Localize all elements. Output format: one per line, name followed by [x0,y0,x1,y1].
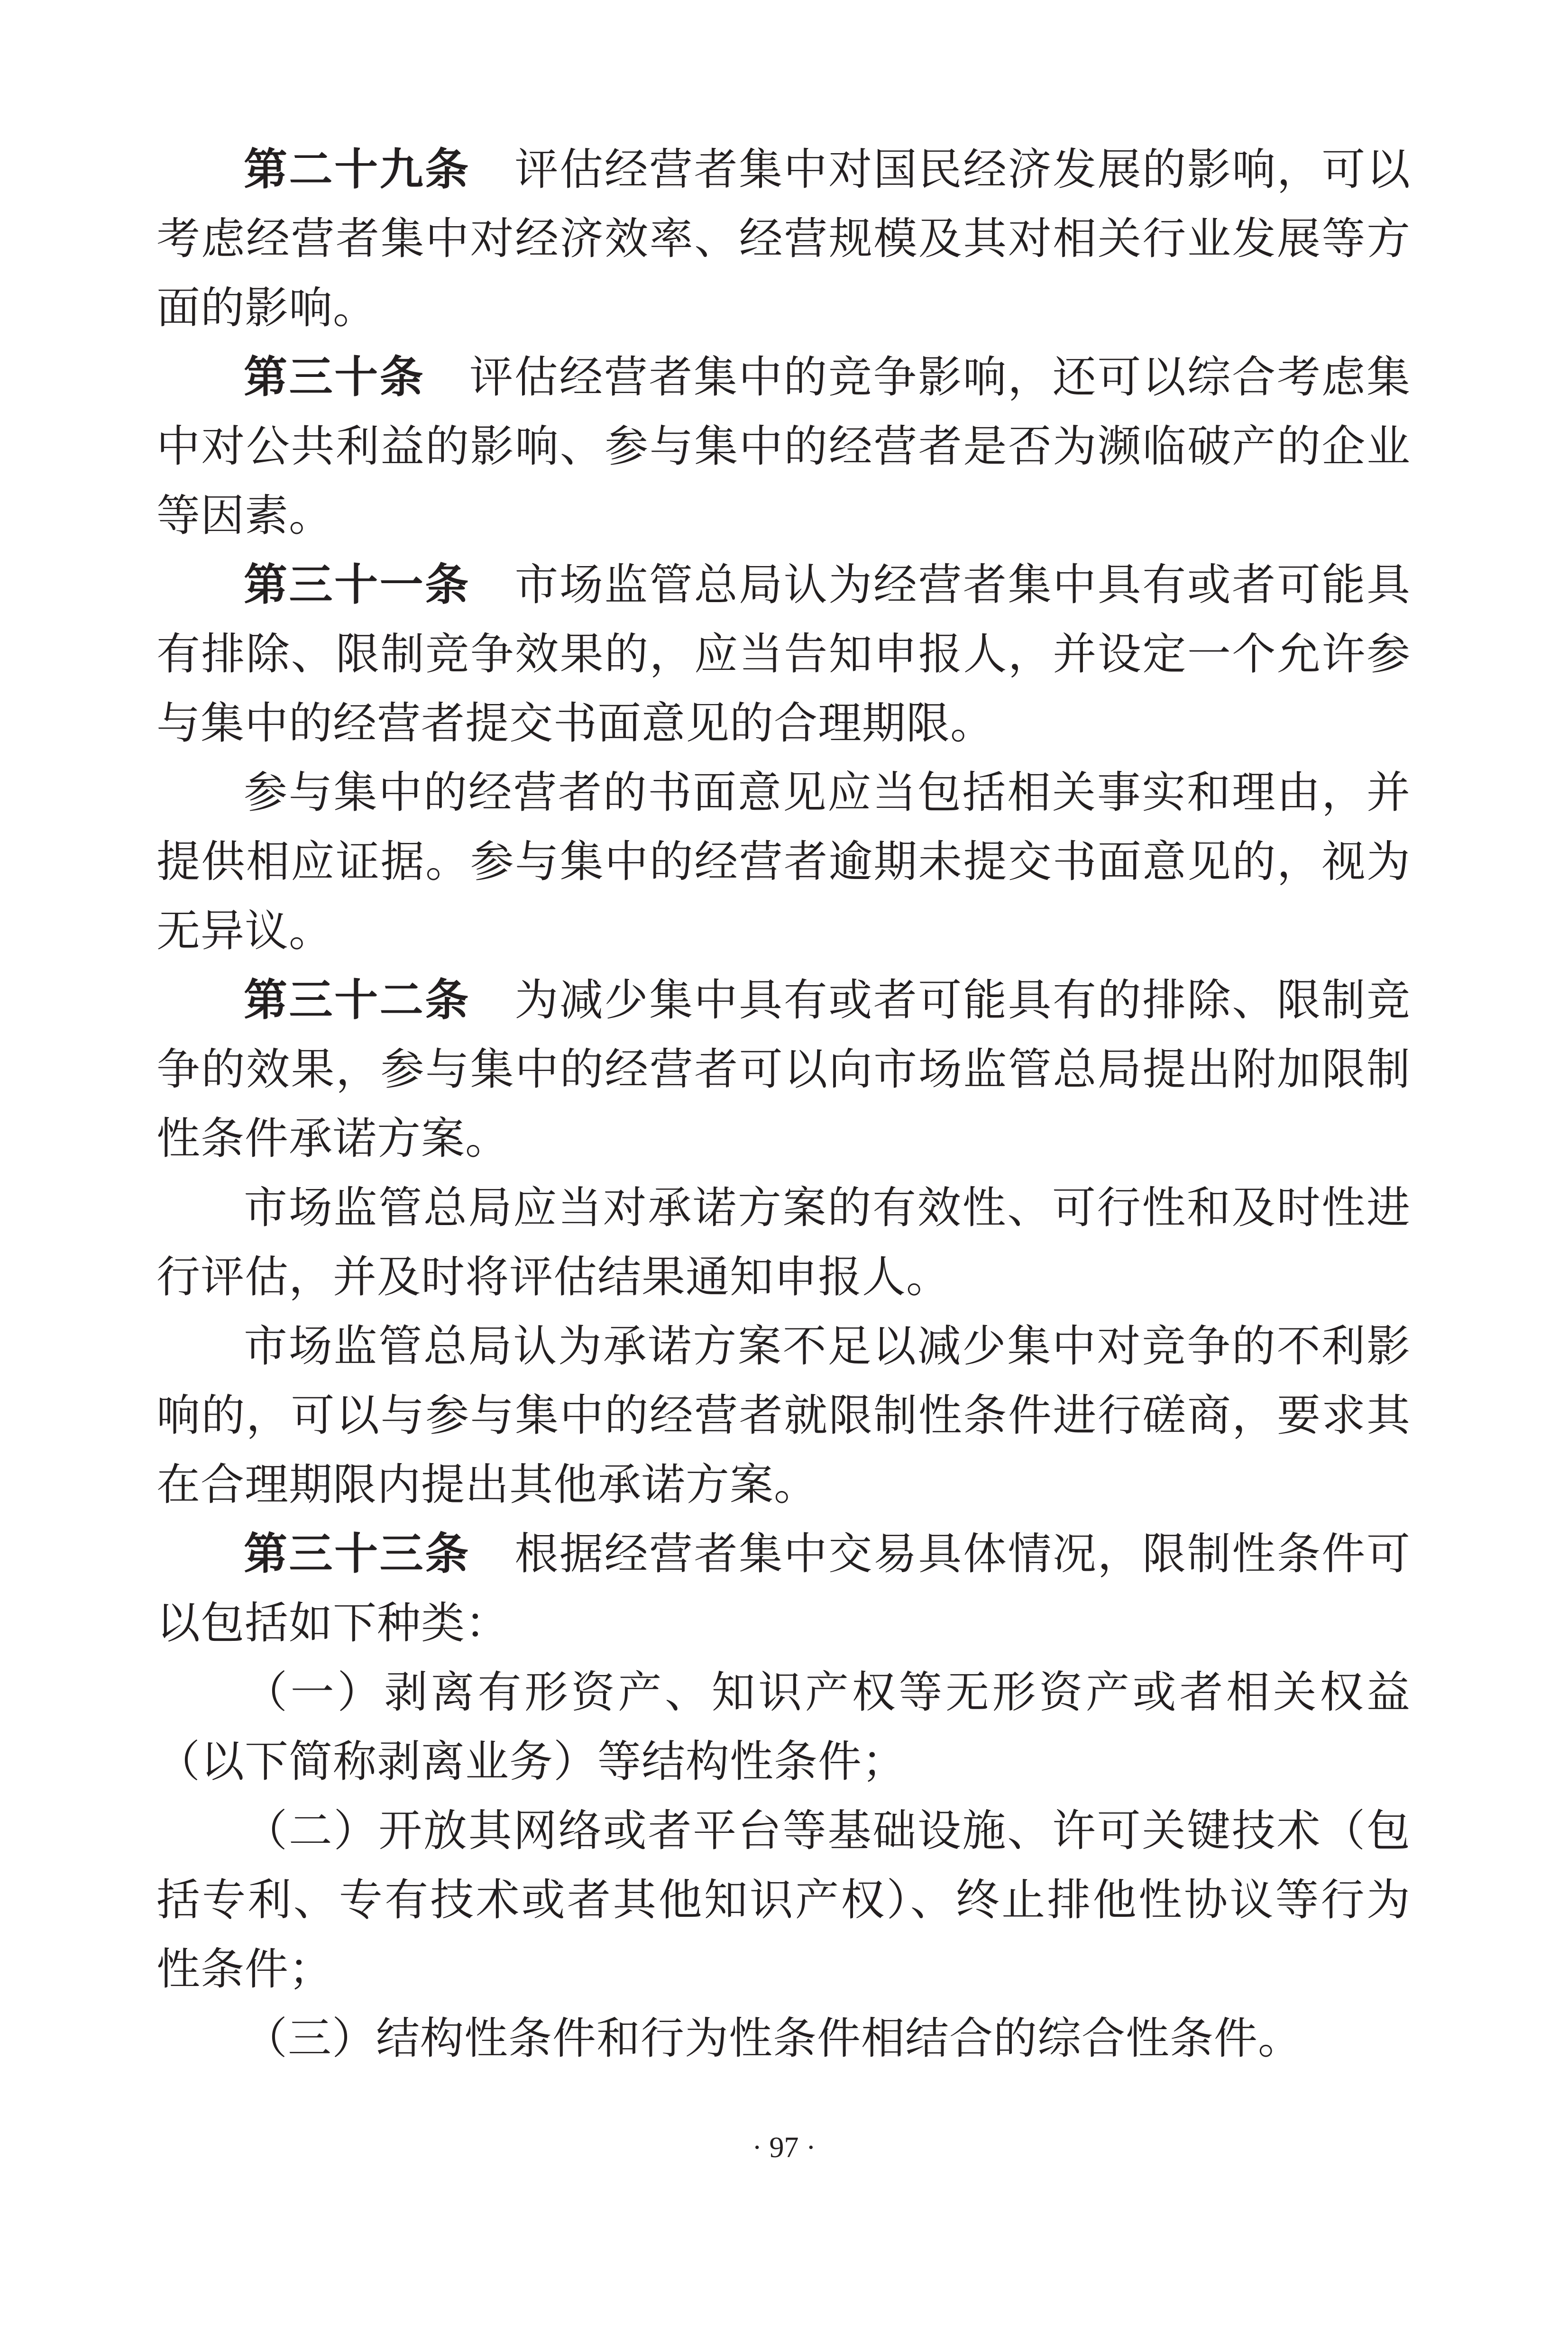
list-item-text: （一）剥离有形资产、知识产权等无形资产或者相关权益（以下简称剥离业务）等结构性条件； [156,1667,1411,1787]
article-30-paragraph [156,343,1411,550]
article-32-paragraph-2 [156,1173,1411,1312]
list-item-3 [156,2004,1411,2073]
article-32-paragraph [156,966,1411,1173]
article-text: 根据经营者集中交易具体情况，限制性条件可以包括如下种类： [156,1528,1411,1648]
article-label: 第二十九条 [244,144,470,195]
article-text: 评估经营者集中的竞争影响，还可以综合考虑集中对公共利益的影响、参与集中的经营者是否为濒临破产的企业等因素。 [156,352,1411,541]
article-label: 第三十二条 [244,975,470,1025]
article-31-paragraph [156,550,1411,758]
paragraph-text: 市场监管总局认为承诺方案不足以减少集中对竞争的不利影响的，可以与参与集中的经营者就限制性条件进行磋商，要求其在合理期限内提出其他承诺方案。 [156,1321,1411,1510]
article-label: 第三十一条 [244,559,470,610]
paragraph-text: 参与集中的经营者的书面意见应当包括相关事实和理由，并提供相应证据。参与集中的经营者逾期未提交书面意见的，视为无异议。 [156,767,1411,956]
paragraph-text: 市场监管总局应当对承诺方案的有效性、可行性和及时性进行评估，并及时将评估结果通知申报人。 [156,1182,1411,1302]
article-31-paragraph-2 [156,758,1411,966]
article-text: 为减少集中具有或者可能具有的排除、限制竞争的效果，参与集中的经营者可以向市场监管总局提出附加限制性条件承诺方案。 [156,975,1411,1164]
list-item-text: （二）开放其网络或者平台等基础设施、许可关键技术（包括专利、专有技术或者其他知识产权）、终止排他性协议等行为性条件； [156,1805,1411,1995]
article-label: 第三十条 [244,352,425,403]
body-text [156,135,1411,2073]
article-29-paragraph [156,135,1411,343]
article-text: 市场监管总局认为经营者集中具有或者可能具有排除、限制竞争效果的，应当告知申报人，并设定一个允许参与集中的经营者提交书面意见的合理期限。 [156,559,1411,749]
article-32-paragraph-3 [156,1312,1411,1519]
list-item-text: （三）结构性条件和行为性条件相结合的综合性条件。 [244,2013,1302,2064]
list-item-1 [156,1658,1411,1796]
article-label: 第三十三条 [244,1528,470,1579]
article-33-paragraph [156,1519,1411,1658]
article-text: 评估经营者集中对国民经济发展的影响，可以考虑经营者集中对经济效率、经营规模及其对相关行业发展等方面的影响。 [156,144,1411,333]
page-number: · 97 · [752,2132,816,2164]
list-item-2 [156,1796,1411,2004]
